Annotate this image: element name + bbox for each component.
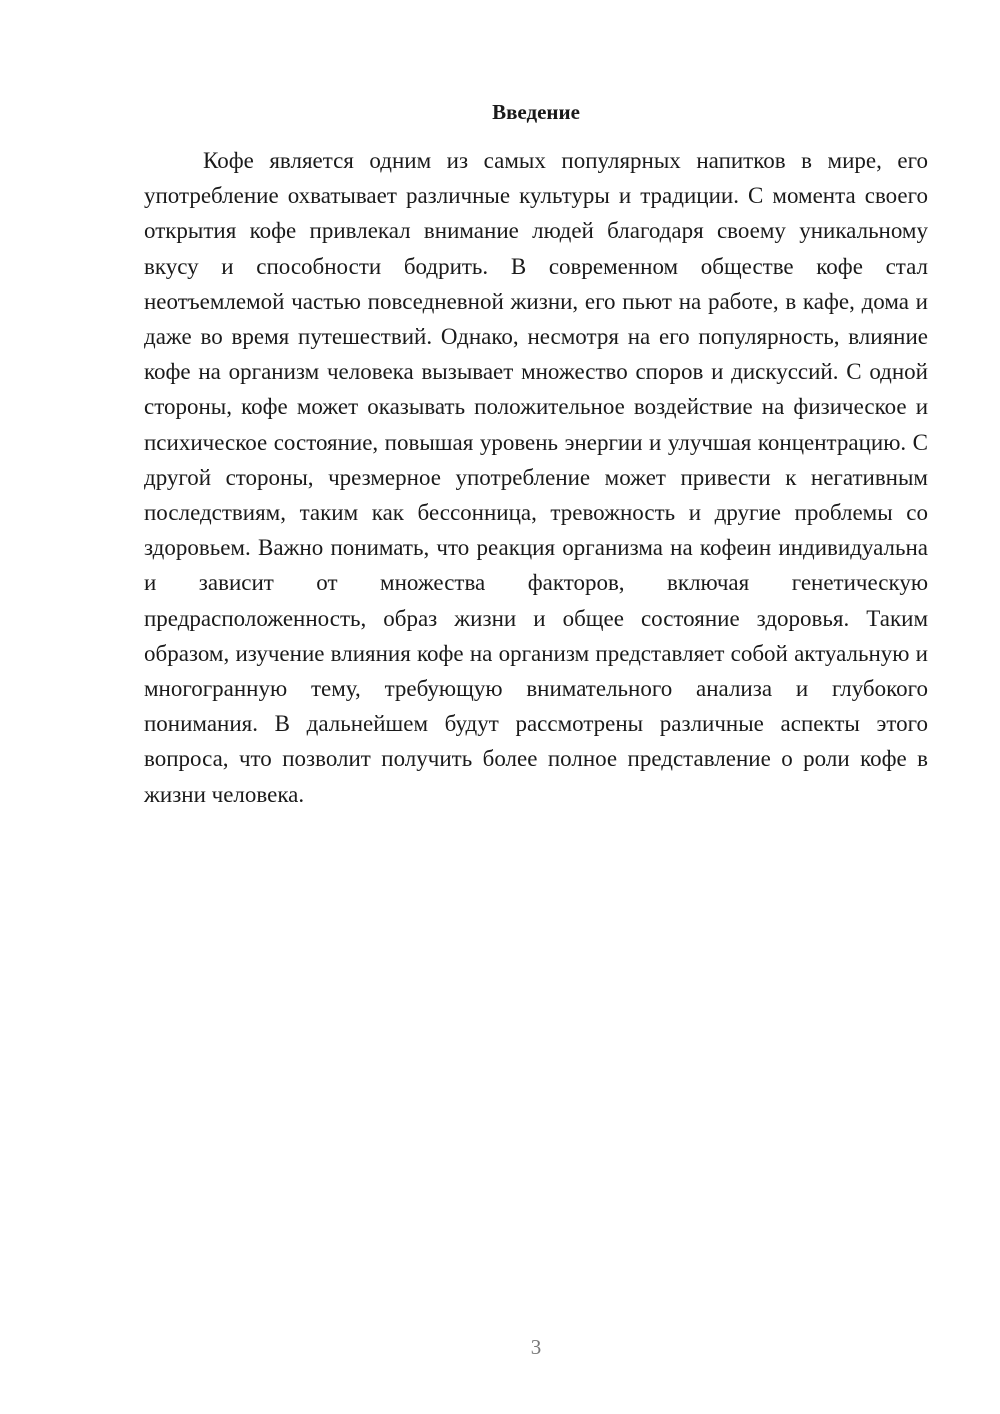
body-paragraph: Кофе является одним из самых популярных напитков в мире, его употребление охватывает различные культуры и традиции. С момента своего открытия кофе привлекал внимание людей благодаря своему уникальному вкусу и способности бодрить. В современном обществе кофе стал неотъемлемой частью повседневной жизни, его пьют на работе, в кафе, дома и даже во время путешествий. Однако, несмотря на его популярность, влияние кофе на организм человека вызывает множество споров и дискуссий. С одной стороны, кофе может оказывать положительное воздействие на физическое и психическое состояние, повышая уровень энергии и улучшая концентрацию. С другой стороны, чрезмерное употребление может привести к негативным последствиям, таким как бессонница, тревожность и другие проблемы со здоровьем. Важно понимать, что реакция организма на кофеин индивидуальна и зависит от множества факторов, включая генетическую предрасположенность, образ жизни и общее состояние здоровья. Таким образом, изучение влияния кофе на организм представляет собой актуальную и многогранную тему, требующую внимательного анализа и глубокого понимания. В дальнейшем будут рассмотрены различные аспекты этого вопроса, что позволит получить более полное представление о роли кофе в жизни человека. <box>144 148 928 807</box>
section-heading: Введение <box>492 100 580 124</box>
page-number: 3 <box>530 1335 542 1359</box>
